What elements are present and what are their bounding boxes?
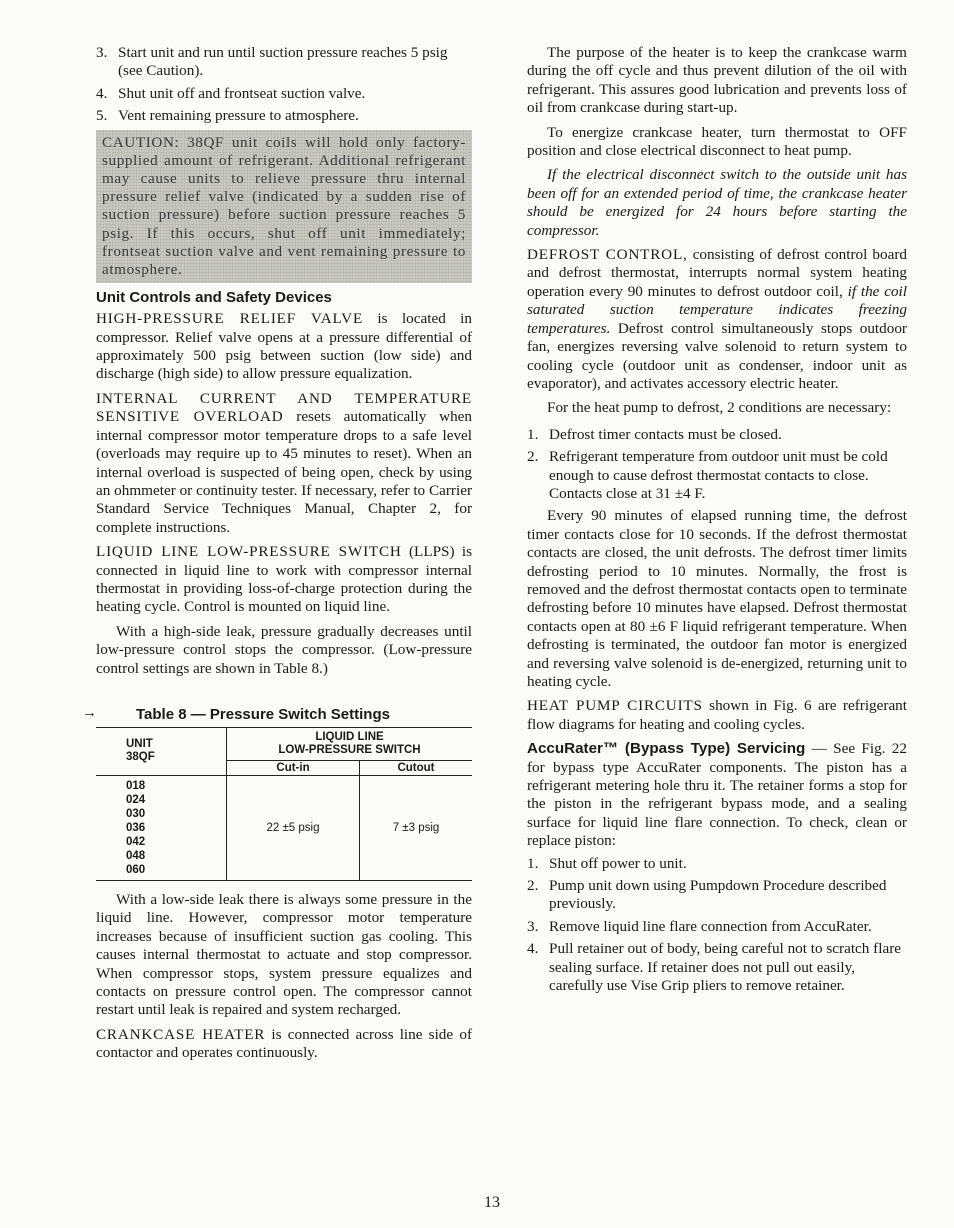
unit-header: UNIT 38QF [126, 738, 155, 764]
list-item: 2. Pump unit down using Pumpdown Procedure described previously. [527, 877, 887, 913]
list-item: 5. Vent remaining pressure to atmosphere. [96, 107, 359, 125]
cut-in-value: 22 ±5 psig [227, 775, 360, 880]
list-item: 2. Refrigerant temperature from outdoor unit must be cold enough to cause defrost thermostat contacts to close. Contacts close at 31 ±4 F. [527, 448, 888, 502]
llps-paragraph: LIQUID LINE LOW-PRESSURE SWITCH (LLPS) is connected in liquid line to work with compressor internal thermostat in providing loss-of-charge protection during the heating cycle. Control is mounted on liquid line. [96, 543, 472, 616]
heater-purpose-paragraph: The purpose of the heater is to keep the crankcase warm during the off cycle and thus prevent dilution of the oil with refrigerant. This assures good lubrication and prevents loss of oil from crankcase during start-up. [527, 44, 907, 117]
table-header-row [96, 727, 472, 760]
list-item: 3. Remove liquid line flare connection from AccuRater. [527, 917, 872, 935]
page-number: 13 [484, 1194, 500, 1211]
defrost-conditions-list [527, 426, 907, 504]
high-side-leak-paragraph: With a high-side leak, pressure gradually decreases until low-pressure control stops the compressor. (Low-pressure control settings are shown in Table 8.) [96, 622, 472, 677]
pumpdown-steps [96, 44, 472, 126]
high-pressure-relief-paragraph: HIGH-PRESSURE RELIEF VALVE is located in compressor. Relief valve opens at a pressure differential of approximately 500 psig between suction (low side) and discharge (high side) to allow pressure equalization. [96, 310, 472, 383]
crankcase-heater-paragraph: CRANKCASE HEATER is connected across line side of contactor and operates continuously. [96, 1025, 472, 1062]
caution-box: CAUTION: 38QF unit coils will hold only factory-supplied amount of refrigerant. Additional refrigerant may cause units to relieve pressure thru internal pressure relief valve (indicated by a sudden rise of suction pressure) before suction pressure reaches 5 psig. If this occurs, shut off unit immediately; frontseat suction valve and vent remaining pressure to atmosphere. [96, 130, 472, 284]
accurater-paragraph: AccuRater™ (Bypass Type) Servicing — See Fig. 22 for bypass type AccuRater components. The piston has a refrigerant metering hole thru it. The retainer forms a stop for the piston in the refrigerant bypass mode, and a sealing surface for liquid line flare connection. To check, clean or replace piston: [527, 740, 907, 850]
liquid-line-header: LIQUID LINE LOW-PRESSURE SWITCH [227, 727, 473, 760]
cutout-header: Cutout [360, 760, 473, 775]
list-item: 4. Pull retainer out of body, being careful not to scratch flare sealing surface. If retainer does not pull out easily, carefully use Vise Grip pliers to remove retainer. [527, 940, 901, 995]
right-column [527, 44, 907, 1000]
list-item: 1. Shut off power to unit. [527, 854, 687, 872]
cutout-value: 7 ±3 psig [360, 775, 473, 880]
heat-pump-circuits-paragraph: HEAT PUMP CIRCUITS shown in Fig. 6 are refrigerant flow diagrams for heating and cooling cycles. [527, 697, 907, 733]
low-side-leak-paragraph: With a low-side leak there is always some pressure in the liquid line. However, compressor motor temperature increases because of insufficient suction gas cooling. This causes internal thermostat to actuate and stop compressor. When compressor stops, system pressure equalizes and contacts on pressure control open. The compressor cannot restart until leak is repaired and system recharged. [96, 890, 472, 1019]
arrow-right-icon: → [82, 703, 97, 721]
list-item: 3. Start unit and run until suction pressure reaches 5 psig (see Caution). [96, 44, 448, 80]
cut-in-header: Cut-in [227, 760, 360, 775]
overload-paragraph: INTERNAL CURRENT AND TEMPERATURE SENSITIVE OVERLOAD resets automatically when internal compressor motor temperature drops to a safe level (overloads may require up to 45 minutes to reset). When an internal overload is suspected of being open, check by using an ohmmeter or continuity tester. If necessary, refer to Carrier Standard Service Techniques Manual, Chapter 2, for complete instructions. [96, 389, 472, 536]
pressure-switch-table [96, 727, 472, 881]
italic-note-paragraph: If the electrical disconnect switch to the outside unit has been off for an extended period of time, the crankcase heater should be energized for 24 hours before starting the compressor. [527, 166, 907, 239]
table-row [96, 775, 472, 880]
list-item: 1. Defrost timer contacts must be closed. [527, 425, 782, 443]
energize-paragraph: To energize crankcase heater, turn thermostat to OFF position and close electrical disconnect to heat pump. [527, 123, 907, 160]
model-list: 018 024 030 036 042 048 060 [96, 775, 227, 880]
every-90-minutes-paragraph: Every 90 minutes of elapsed running time, the defrost timer contacts close for 10 seconds. If the defrost thermostat contacts are closed, the unit defrosts. The defrost timer limits defrosting period to 10 minutes. Normally, the frost is removed and the defrost thermostat contacts open to terminate defrosting before 10 minutes have elapsed. Defrost thermostat contacts open at 80 ±6 F liquid refrigerant temperature. When defrosting is terminated, the outdoor fan motor is energized and reversing valve solenoid is de-energized, returning unit to heating cycle. [527, 507, 907, 690]
two-conditions-paragraph: For the heat pump to defrost, 2 conditions are necessary: [547, 399, 892, 417]
table-title: → Table 8 — Pressure Switch Settings [82, 703, 390, 723]
list-item: 4. Shut unit off and frontseat suction valve. [96, 84, 366, 102]
left-column [82, 44, 472, 1063]
defrost-control-paragraph: DEFROST CONTROL, consisting of defrost control board and defrost thermostat, interrupts normal system heating operation every 90 minutes to defrost outdoor coil, if the coil saturated suction temperature indicates freezing temperatures. Defrost control simultaneously stops outdoor fan, energizes reversing valve solenoid to return system to cooling cycle (outdoor unit as condenser, indoor unit as evaporator), and activates accessory electric heater. [527, 246, 907, 392]
piston-steps-list [527, 855, 907, 996]
section-title-unit-controls: Unit Controls and Safety Devices [96, 289, 332, 307]
